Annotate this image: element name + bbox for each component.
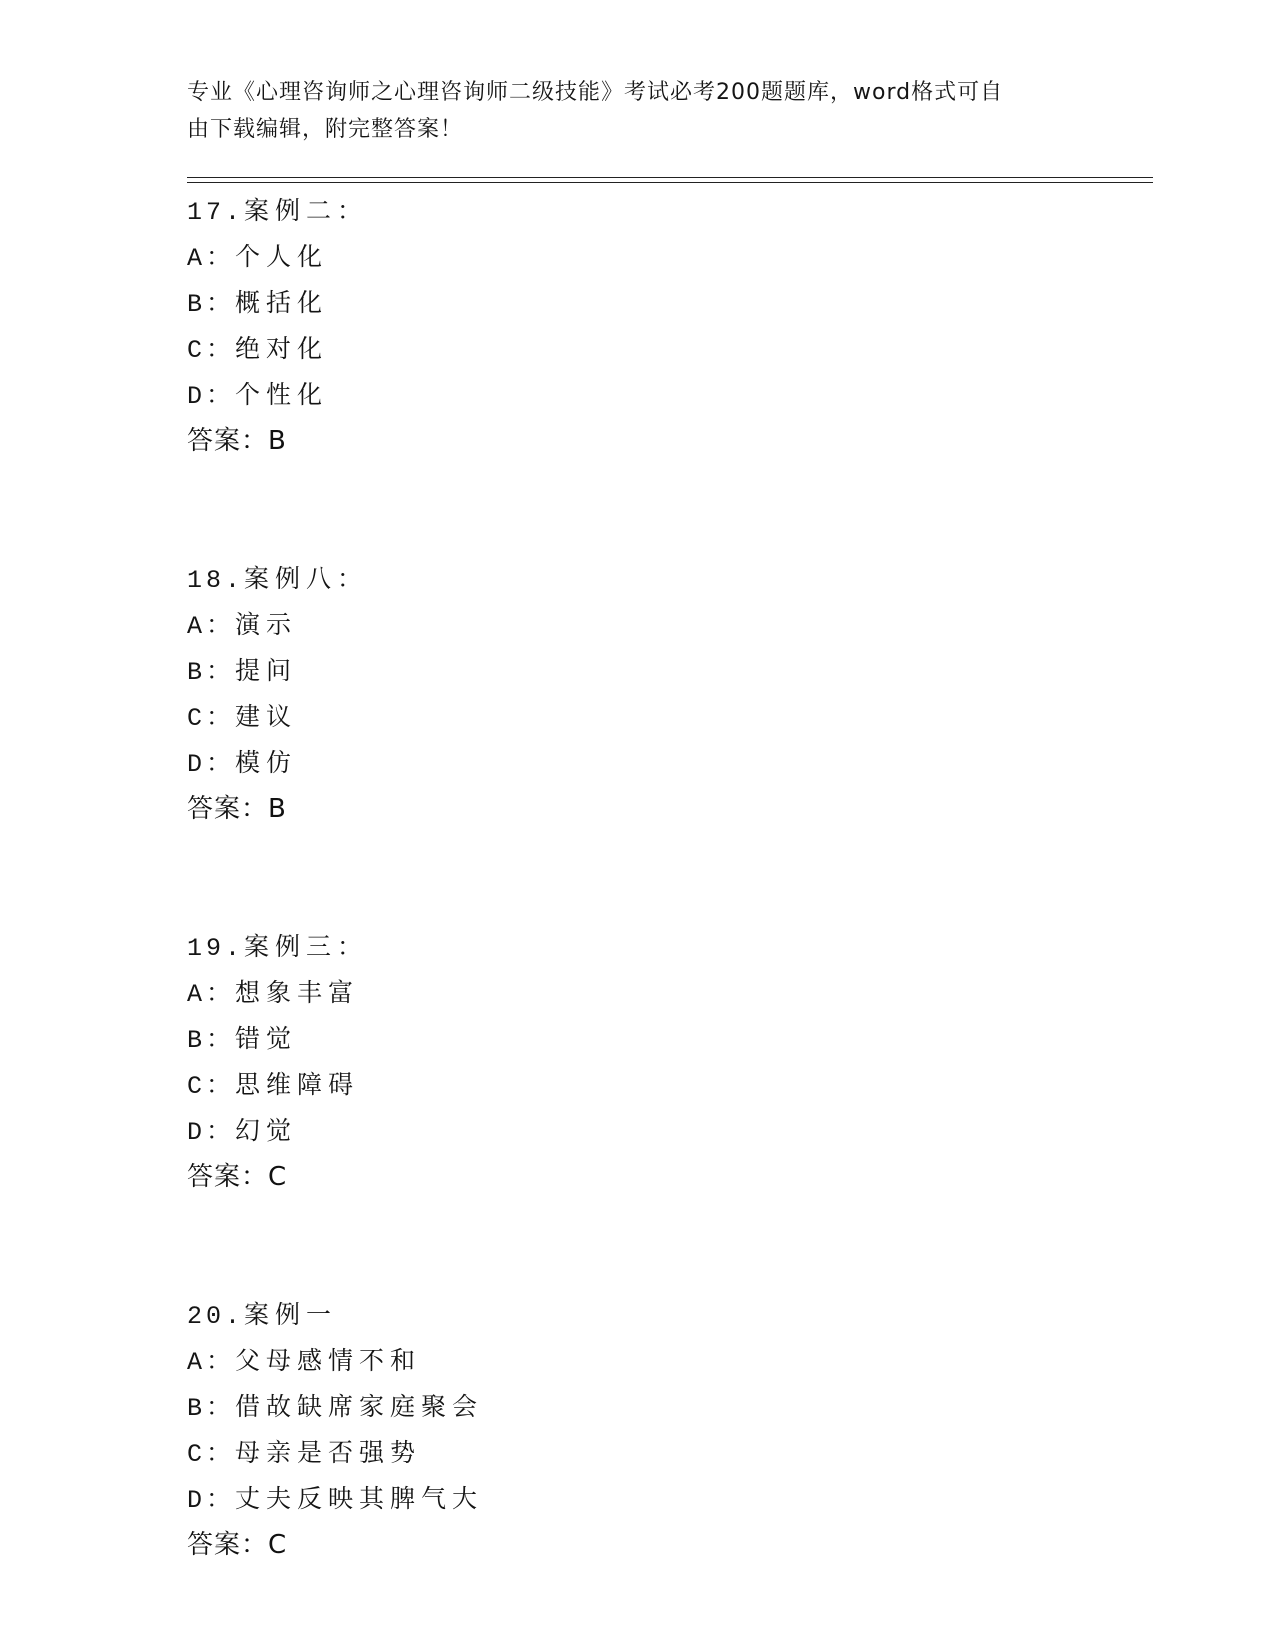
question-number: 17. <box>187 198 245 227</box>
option-text: 演示 <box>235 610 298 639</box>
option-key: C： <box>187 1440 236 1469</box>
question-number: 19. <box>187 934 245 963</box>
header-line-2: 由下载编辑，附完整答案！ <box>187 117 464 142</box>
header-divider-top <box>187 177 1153 178</box>
option-key: C： <box>187 336 236 365</box>
option-key: D： <box>187 1118 236 1147</box>
option-text: 思维障碍 <box>235 1070 360 1099</box>
question-gap <box>187 1200 1087 1292</box>
option-key: D： <box>187 382 236 411</box>
option-text: 幻觉 <box>235 1116 298 1145</box>
option-key: A： <box>187 244 236 273</box>
question-number: 20. <box>187 1302 245 1331</box>
option-key: A： <box>187 612 236 641</box>
option-key: B： <box>187 1026 236 1055</box>
question-gap <box>187 832 1087 924</box>
question-18 <box>187 556 1087 832</box>
option-d <box>187 1108 1087 1154</box>
answer-line: 答案：B <box>187 794 287 824</box>
option-text: 概括化 <box>235 288 329 317</box>
option-key: B： <box>187 290 236 319</box>
option-a <box>187 970 1087 1016</box>
answer-line: 答案：B <box>187 426 287 456</box>
option-key: D： <box>187 750 236 779</box>
option-b <box>187 648 1087 694</box>
question-text: 案例三： <box>244 932 369 961</box>
option-b <box>187 1384 1087 1430</box>
question-list <box>187 188 1087 1568</box>
question-text: 案例二： <box>244 196 369 225</box>
header-line-1: 专业《心理咨询师之心理咨询师二级技能》考试必考200题题库，word格式可自 <box>187 80 1004 105</box>
option-text: 建议 <box>235 702 298 731</box>
option-text: 借故缺席家庭聚会 <box>235 1392 484 1421</box>
option-text: 丈夫反映其脾气大 <box>235 1484 484 1513</box>
option-text: 提问 <box>235 656 298 685</box>
question-text: 案例一 <box>244 1300 338 1329</box>
question-title <box>187 1292 1087 1338</box>
answer-line: 答案：C <box>187 1162 288 1192</box>
option-c <box>187 694 1087 740</box>
answer-line: 答案：C <box>187 1530 288 1560</box>
option-a <box>187 234 1087 280</box>
option-a <box>187 1338 1087 1384</box>
option-key: B： <box>187 1394 236 1423</box>
option-c <box>187 326 1087 372</box>
question-20 <box>187 1292 1087 1568</box>
option-key: A： <box>187 1348 236 1377</box>
option-key: A： <box>187 980 236 1009</box>
question-gap <box>187 464 1087 556</box>
option-key: B： <box>187 658 236 687</box>
option-text: 个性化 <box>235 380 329 409</box>
document-header <box>187 74 1067 148</box>
question-text: 案例八： <box>244 564 369 593</box>
option-c <box>187 1062 1087 1108</box>
option-key: C： <box>187 1072 236 1101</box>
option-key: C： <box>187 704 236 733</box>
option-text: 个人化 <box>235 242 329 271</box>
option-d <box>187 372 1087 418</box>
option-text: 绝对化 <box>235 334 329 363</box>
question-19 <box>187 924 1087 1200</box>
option-text: 想象丰富 <box>235 978 360 1007</box>
option-key: D： <box>187 1486 236 1515</box>
option-text: 错觉 <box>235 1024 298 1053</box>
question-17 <box>187 188 1087 464</box>
option-d <box>187 740 1087 786</box>
option-b <box>187 1016 1087 1062</box>
option-a <box>187 602 1087 648</box>
option-b <box>187 280 1087 326</box>
header-divider-bottom <box>187 182 1153 183</box>
option-d <box>187 1476 1087 1522</box>
question-number: 18. <box>187 566 245 595</box>
option-text: 母亲是否强势 <box>235 1438 422 1467</box>
option-text: 模仿 <box>235 748 298 777</box>
option-text: 父母感情不和 <box>235 1346 422 1375</box>
question-title <box>187 924 1087 970</box>
option-c <box>187 1430 1087 1476</box>
question-title <box>187 188 1087 234</box>
question-title <box>187 556 1087 602</box>
